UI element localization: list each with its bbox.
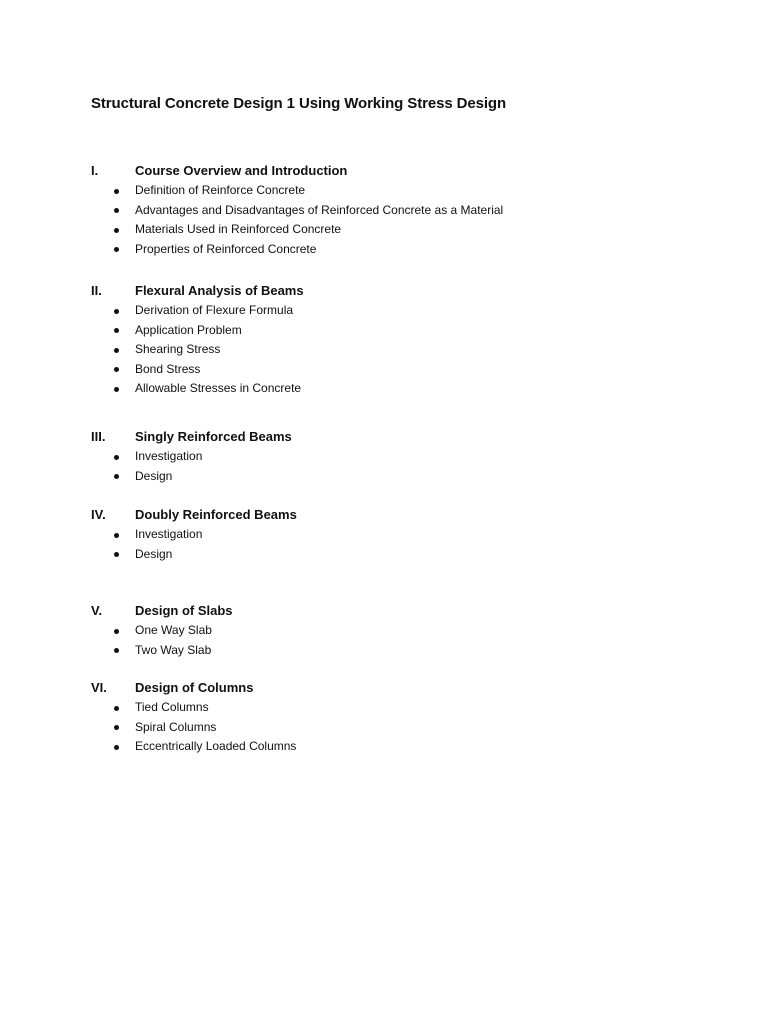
bullet-icon bbox=[114, 189, 119, 194]
section-heading: Flexural Analysis of Beams bbox=[135, 283, 304, 298]
list-item bbox=[91, 340, 711, 360]
bullet-icon bbox=[114, 533, 119, 538]
bullet-list bbox=[91, 698, 711, 757]
section-heading: Course Overview and Introduction bbox=[135, 163, 348, 178]
list-item-text: Materials Used in Reinforced Concrete bbox=[135, 222, 342, 237]
list-item-text: Definition of Reinforce Concrete bbox=[135, 183, 306, 197]
document-title: Structural Concrete Design 1 Using Working Stress Design bbox=[91, 95, 507, 112]
section-heading: Design of Slabs bbox=[135, 603, 233, 618]
list-item bbox=[91, 545, 711, 565]
bullet-icon bbox=[114, 208, 119, 213]
list-item bbox=[91, 698, 711, 718]
bullet-icon bbox=[114, 309, 119, 314]
bullet-icon bbox=[114, 455, 119, 460]
list-item bbox=[91, 301, 711, 321]
list-item bbox=[91, 447, 711, 467]
section-heading-row bbox=[91, 427, 711, 447]
list-item-text: Advantages and Disadvantages of Reinforced Concrete as a Material bbox=[135, 202, 504, 217]
section-heading-row bbox=[91, 601, 711, 621]
section-numeral: V. bbox=[91, 603, 103, 618]
list-item bbox=[91, 240, 711, 260]
list-item bbox=[91, 181, 711, 201]
outline-section bbox=[91, 601, 711, 660]
bullet-icon bbox=[114, 648, 119, 653]
list-item-text: Investigation bbox=[135, 449, 203, 463]
list-item bbox=[91, 467, 711, 487]
bullet-icon bbox=[114, 706, 119, 711]
bullet-icon bbox=[114, 228, 119, 233]
list-item-text: Properties of Reinforced Concrete bbox=[135, 241, 317, 256]
bullet-icon bbox=[114, 474, 119, 479]
section-heading: Design of Columns bbox=[135, 680, 254, 695]
outline-section bbox=[91, 678, 711, 757]
section-numeral: II. bbox=[91, 283, 102, 298]
list-item bbox=[91, 220, 711, 240]
bullet-list bbox=[91, 621, 711, 660]
list-item bbox=[91, 641, 711, 661]
list-item bbox=[91, 621, 711, 641]
list-item bbox=[91, 379, 711, 399]
list-item bbox=[91, 737, 711, 757]
list-item-text: Design bbox=[135, 546, 173, 561]
bullet-icon bbox=[114, 348, 119, 353]
bullet-icon bbox=[114, 387, 119, 392]
outline-section bbox=[91, 161, 711, 259]
section-heading-row bbox=[91, 281, 711, 301]
bullet-list bbox=[91, 181, 711, 259]
bullet-icon bbox=[114, 745, 119, 750]
bullet-icon bbox=[114, 629, 119, 634]
list-item-text: Investigation bbox=[135, 527, 203, 541]
list-item-text: Eccentrically Loaded Columns bbox=[135, 739, 297, 754]
list-item bbox=[91, 201, 711, 221]
list-item bbox=[91, 718, 711, 738]
list-item-text: Allowable Stresses in Concrete bbox=[135, 381, 302, 396]
bullet-icon bbox=[114, 328, 119, 333]
list-item-text: Bond Stress bbox=[135, 361, 201, 376]
section-heading: Singly Reinforced Beams bbox=[135, 429, 292, 444]
list-item-text: One Way Slab bbox=[135, 623, 212, 637]
bullet-icon bbox=[114, 725, 119, 730]
list-item-text: Shearing Stress bbox=[135, 342, 221, 357]
list-item bbox=[91, 321, 711, 341]
bullet-list bbox=[91, 301, 711, 399]
outline-section bbox=[91, 281, 711, 399]
section-numeral: I. bbox=[91, 163, 99, 178]
list-item-text: Two Way Slab bbox=[135, 642, 212, 657]
list-item-text: Derivation of Flexure Formula bbox=[135, 303, 294, 317]
section-heading: Doubly Reinforced Beams bbox=[135, 507, 297, 522]
section-heading-row bbox=[91, 505, 711, 525]
list-item bbox=[91, 525, 711, 545]
list-item-text: Design bbox=[135, 468, 173, 483]
list-item-text: Spiral Columns bbox=[135, 719, 217, 734]
section-numeral: III. bbox=[91, 429, 106, 444]
list-item bbox=[91, 360, 711, 380]
section-numeral: VI. bbox=[91, 680, 107, 695]
outline-section bbox=[91, 505, 711, 564]
bullet-list bbox=[91, 525, 711, 564]
bullet-icon bbox=[114, 247, 119, 252]
outline-section bbox=[91, 427, 711, 486]
section-heading-row bbox=[91, 161, 711, 181]
bullet-icon bbox=[114, 367, 119, 372]
list-item-text: Application Problem bbox=[135, 322, 242, 337]
section-heading-row bbox=[91, 678, 711, 698]
list-item-text: Tied Columns bbox=[135, 700, 209, 714]
bullet-list bbox=[91, 447, 711, 486]
bullet-icon bbox=[114, 552, 119, 557]
section-numeral: IV. bbox=[91, 507, 106, 522]
